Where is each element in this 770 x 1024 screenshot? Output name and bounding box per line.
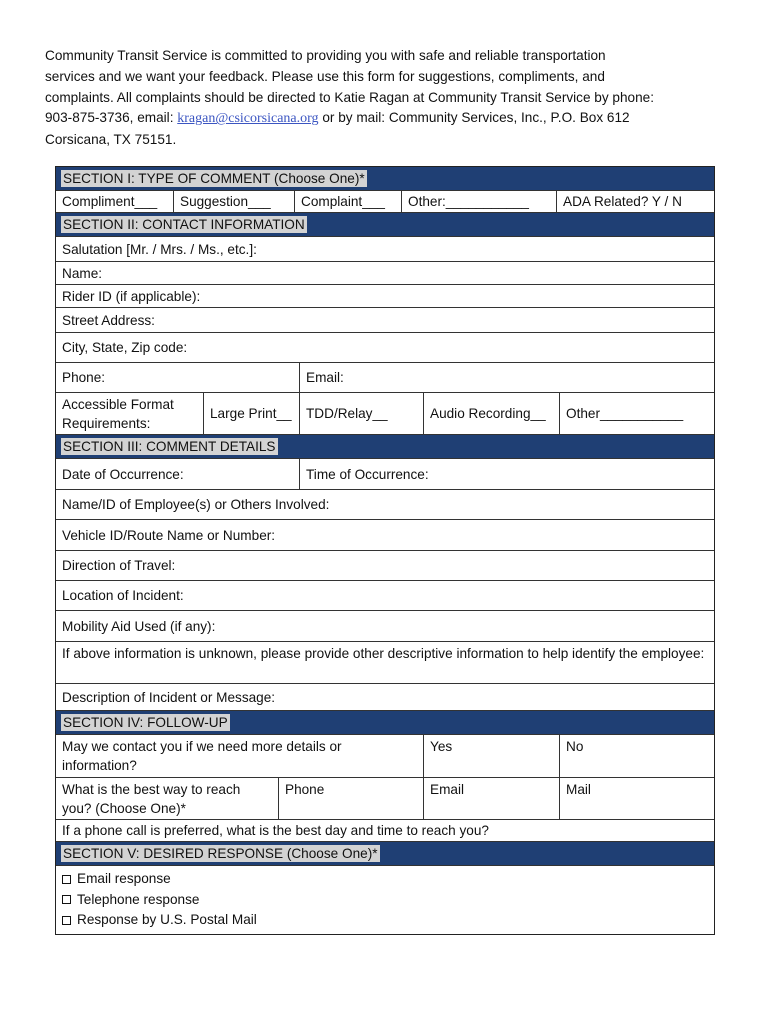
section-title: SECTION I: TYPE OF COMMENT (Choose One)* <box>63 171 365 186</box>
reach-email-option[interactable]: Email <box>423 778 559 819</box>
checkbox-icon[interactable] <box>62 895 71 904</box>
contact-no-option[interactable]: No <box>559 735 714 777</box>
feedback-form <box>55 166 715 935</box>
city-state-zip-field[interactable]: City, State, Zip code: <box>62 340 188 355</box>
contact-permission-question: May we contact you if we need more details or information? <box>62 739 342 773</box>
other-format-option[interactable]: Other___________ <box>559 393 714 434</box>
best-way-row <box>56 777 714 819</box>
street-row[interactable] <box>56 307 714 332</box>
best-time-field[interactable]: If a phone call is preferred, what is the best day and time to reach you? <box>62 823 489 838</box>
section-3-header <box>56 434 714 458</box>
intro-line <box>45 108 735 130</box>
response-options-row <box>56 865 714 934</box>
suggestion-option[interactable]: Suggestion___ <box>173 191 294 212</box>
name-field[interactable]: Name: <box>62 265 103 281</box>
section-1-header <box>56 167 714 190</box>
name-row[interactable] <box>56 261 714 284</box>
city-row[interactable] <box>56 332 714 362</box>
contact-yes-option[interactable]: Yes <box>423 735 559 777</box>
intro-text: 903-875-3736, email: <box>45 110 178 126</box>
response-options <box>56 866 714 934</box>
section-5-header <box>56 841 714 865</box>
intro-line: Corsicana, TX 75151. <box>45 132 177 148</box>
vehicle-route-field[interactable]: Vehicle ID/Route Name or Number: <box>62 527 276 543</box>
intro-line: Community Transit Service is committed to providing you with safe and reliable transportation <box>45 48 606 63</box>
other-option[interactable]: Other:___________ <box>401 191 556 212</box>
email-field[interactable]: Email: <box>299 363 714 392</box>
checkbox-icon[interactable] <box>62 916 71 925</box>
intro-text: or by mail: Community Services, Inc., P.O. Box 612 <box>318 110 630 126</box>
option-label: Email response <box>77 871 171 886</box>
section-4-header <box>56 710 714 734</box>
mobility-row[interactable] <box>56 610 714 641</box>
section-title: SECTION IV: FOLLOW-UP <box>63 715 228 730</box>
date-of-occurrence-field[interactable]: Date of Occurrence: <box>62 466 184 482</box>
complaint-option[interactable]: Complaint___ <box>294 191 401 212</box>
unknown-info-row[interactable] <box>56 641 714 683</box>
section-title: SECTION III: COMMENT DETAILS <box>63 439 276 454</box>
mobility-aid-field[interactable]: Mobility Aid Used (if any): <box>62 618 216 634</box>
location-row[interactable] <box>56 580 714 610</box>
phone-field[interactable]: Phone: <box>62 370 106 385</box>
reach-mail-option[interactable]: Mail <box>559 778 714 819</box>
tdd-relay-option[interactable]: TDD/Relay__ <box>299 393 423 434</box>
salutation-field[interactable]: Salutation [Mr. / Mrs. / Ms., etc.]: <box>62 241 257 257</box>
large-print-option[interactable]: Large Print__ <box>203 393 299 434</box>
section-title: SECTION II: CONTACT INFORMATION <box>63 217 305 232</box>
contact-permission-row <box>56 734 714 777</box>
direction-row[interactable] <box>56 550 714 580</box>
accessible-format-label: Accessible Format Requirements: <box>62 396 174 431</box>
accessible-format-row <box>56 392 714 434</box>
intro-paragraph <box>45 46 735 151</box>
street-address-field[interactable]: Street Address: <box>62 312 155 328</box>
ada-related-field[interactable]: ADA Related? Y / N <box>556 191 714 212</box>
option-label: Telephone response <box>77 891 200 907</box>
time-of-occurrence-field[interactable]: Time of Occurrence: <box>299 459 714 489</box>
employee-involved-field[interactable]: Name/ID of Employee(s) or Others Involved: <box>62 497 330 512</box>
incident-description-field[interactable]: Description of Incident or Message: <box>62 689 276 705</box>
direction-of-travel-field[interactable]: Direction of Travel: <box>62 558 176 573</box>
compliment-option[interactable]: Compliment___ <box>62 194 158 209</box>
section-2-header <box>56 212 714 236</box>
vehicle-row[interactable] <box>56 519 714 550</box>
section-title: SECTION V: DESIRED RESPONSE (Choose One)* <box>63 846 378 861</box>
descriptive-info-field[interactable]: If above information is unknown, please provide other descriptive information to help identify the employee: <box>62 646 705 661</box>
email-response-option[interactable] <box>62 869 708 890</box>
intro-line: complaints. All complaints should be directed to Katie Ragan at Community Transit Service by phone: <box>45 89 655 105</box>
rider-id-field[interactable]: Rider ID (if applicable): <box>62 288 201 304</box>
telephone-response-option[interactable] <box>62 890 708 911</box>
description-row[interactable] <box>56 683 714 710</box>
checkbox-icon[interactable] <box>62 875 71 884</box>
employee-row[interactable] <box>56 489 714 519</box>
location-of-incident-field[interactable]: Location of Incident: <box>62 588 184 603</box>
date-time-row <box>56 458 714 489</box>
best-way-question: What is the best way to reach you? (Choose One)* <box>62 782 241 816</box>
postal-mail-response-option[interactable] <box>62 910 708 931</box>
rider-id-row[interactable] <box>56 284 714 307</box>
audio-recording-option[interactable]: Audio Recording__ <box>423 393 559 434</box>
intro-line: services and we want your feedback. Please use this form for suggestions, compliments, and <box>45 68 605 84</box>
reach-phone-option[interactable]: Phone <box>278 778 423 819</box>
option-label: Response by U.S. Postal Mail <box>77 912 257 927</box>
phone-email-row <box>56 362 714 392</box>
comment-type-row <box>56 190 714 212</box>
salutation-row[interactable] <box>56 236 714 261</box>
best-time-row[interactable] <box>56 819 714 841</box>
email-link[interactable]: kragan@csicorsicana.org <box>177 111 319 127</box>
